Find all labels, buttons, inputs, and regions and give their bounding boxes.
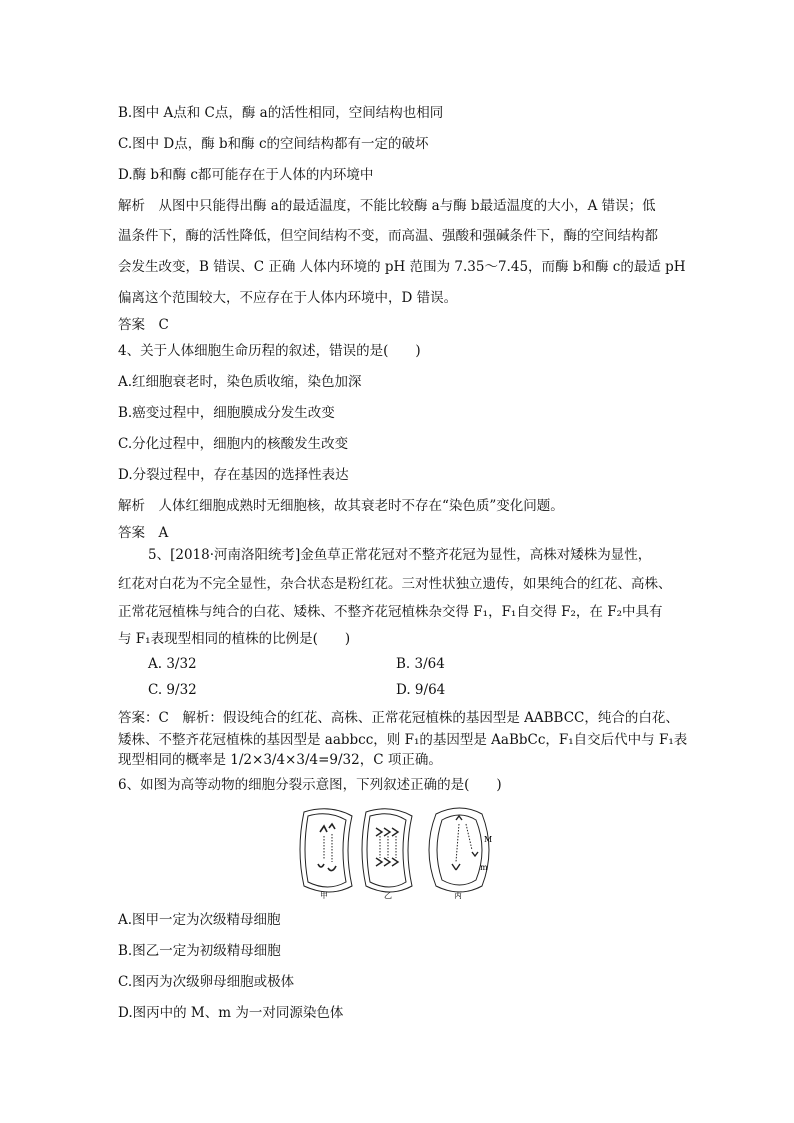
option-b-q3: B.图中 A点和 C点，酶 a的活性相同，空间结构也相同 <box>118 105 444 121</box>
option-d-q6: D.图丙中的 M、m 为一对同源染色体 <box>118 1005 344 1021</box>
label-jia: 甲 <box>320 891 328 900</box>
label-yi: 乙 <box>384 891 392 900</box>
answer-q5-line2: 矮株、不整齐花冠植株的基因型是 aabbcc，则 F₁的基因型是 AaBbCc，F₁自交后代中与 F₁表 <box>118 732 688 748</box>
answer-q4: 答案 A <box>118 525 169 541</box>
analysis-q3-line3: 会发生改变，B 错误、C 正确 人体内环境的 pH 范围为 7.35～7.45，而酶 b和酶 c的最适 pH <box>118 259 686 275</box>
option-d-q4: D.分裂过程中，存在基因的选择性表达 <box>118 467 349 483</box>
analysis-q3-line4: 偏离这个范围较大，不应存在于人体内环境中，D 错误。 <box>118 290 458 306</box>
question-4: 4、关于人体细胞生命历程的叙述，错误的是( ) <box>118 343 421 359</box>
label-m-upper: M <box>484 835 493 844</box>
label-m-lower: m <box>480 863 488 872</box>
question-5-line2: 红花对白花为不完全显性，杂合状态是粉红花。三对性状独立遗传，如果纯合的红花、高株、 <box>118 576 672 592</box>
option-c-q3: C.图中 D点，酶 b和酶 c的空间结构都有一定的破坏 <box>118 136 429 152</box>
option-c-q4: C.分化过程中，细胞内的核酸发生改变 <box>118 436 349 452</box>
label-bing: 丙 <box>454 891 462 900</box>
analysis-q3-line2: 温条件下，酶的活性降低，但空间结构不变，而高温、强酸和强碱条件下，酶的空间结构都 <box>118 228 658 244</box>
option-b-q4: B.癌变过程中，细胞膜成分发生改变 <box>118 405 335 421</box>
option-a-q4: A.红细胞衰老时，染色质收缩，染色加深 <box>118 374 362 390</box>
option-d-q3: D.酶 b和酶 c都可能存在于人体的内环境中 <box>118 167 374 183</box>
option-a-q6: A.图甲一定为次级精母细胞 <box>118 912 281 928</box>
question-6: 6、如图为高等动物的细胞分裂示意图，下列叙述正确的是( ) <box>118 777 502 793</box>
cell-division-figure <box>296 806 506 900</box>
answer-q5-line3: 现型相同的概率是 1/2×3/4×3/4=9/32，C 项正确。 <box>118 752 442 768</box>
option-c-q5: C. 9/32 <box>148 682 197 698</box>
option-a-q5: A. 3/32 <box>148 656 197 672</box>
question-5-line1: 5、[2018·河南洛阳统考]金鱼草正常花冠对不整齐花冠为显性，高株对矮株为显性， <box>148 547 652 563</box>
question-5-line4: 与 F₁表现型相同的植株的比例是( ) <box>118 631 351 647</box>
analysis-q4: 解析 人体红细胞成熟时无细胞核，故其衰老时不存在“染色质”变化问题。 <box>118 498 564 514</box>
analysis-q3-line1: 解析 从图中只能得出酶 a的最适温度，不能比较酶 a与酶 b最适温度的大小，A 错误；低 <box>118 198 656 214</box>
answer-q5-line1: 答案：C 解析：假设纯合的红花、高株、正常花冠植株的基因型是 AABBCC，纯合的白花、 <box>118 710 679 726</box>
cell-jia-diagram <box>300 809 352 892</box>
option-b-q6: B.图乙一定为初级精母细胞 <box>118 943 281 959</box>
option-c-q6: C.图丙为次级卵母细胞或极体 <box>118 974 295 990</box>
answer-q3: 答案 C <box>118 317 169 333</box>
option-b-q5: B. 3/64 <box>396 656 445 672</box>
question-5-line3: 正常花冠植株与纯合的白花、矮株、不整齐花冠植株杂交得 F₁，F₁自交得 F₂，在 F₂中具有 <box>118 604 663 620</box>
cell-yi-diagram <box>362 809 412 892</box>
cell-bing-diagram <box>429 808 489 892</box>
option-d-q5: D. 9/64 <box>396 682 446 698</box>
